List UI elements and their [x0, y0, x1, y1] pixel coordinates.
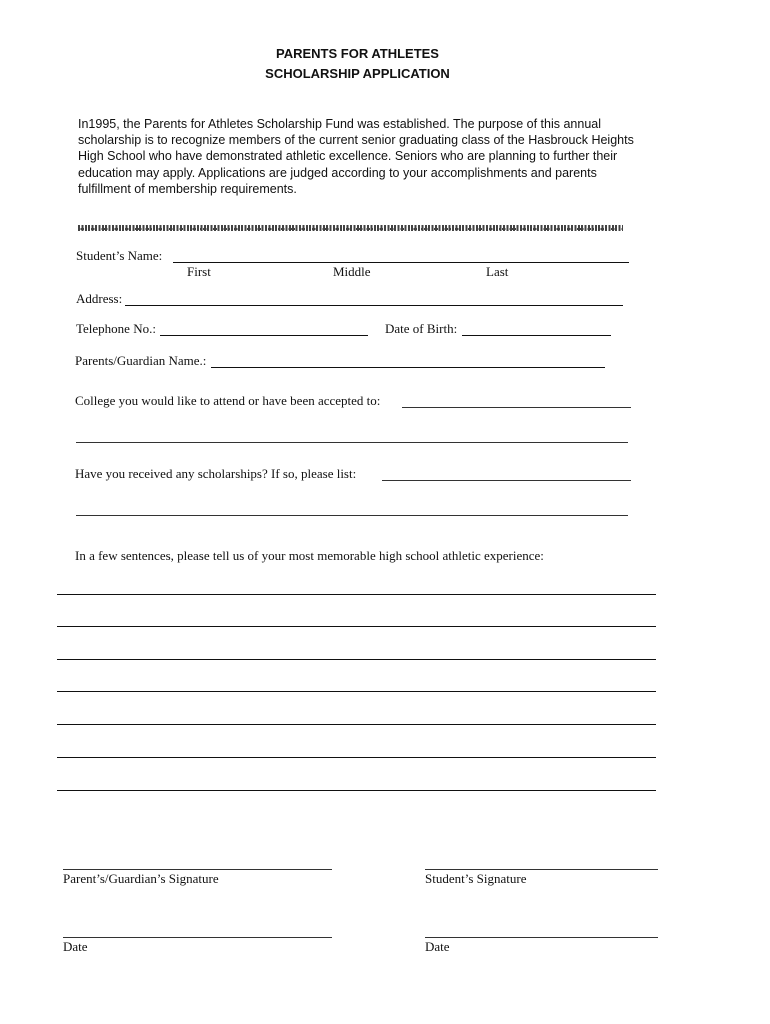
student-signature-caption: Student’s Signature [425, 871, 527, 886]
form-title-line2: SCHOLARSHIP APPLICATION [265, 66, 450, 81]
scholarships-label: Have you received any scholarships? If so, please list: [75, 466, 357, 481]
experience-line-1[interactable] [57, 594, 656, 595]
dob-label: Date of Birth: [385, 321, 458, 336]
student-name-label: Student’s Name: [76, 248, 163, 263]
experience-label: In a few sentences, please tell us of your most memorable high school athletic experience: [75, 548, 544, 563]
date-right-caption: Date [425, 939, 450, 954]
name-first-caption: First [187, 264, 211, 279]
experience-line-2[interactable] [57, 626, 656, 627]
address-field[interactable] [125, 305, 623, 306]
student-name-field[interactable] [173, 262, 629, 263]
address-label: Address: [76, 291, 123, 306]
date-right-line[interactable] [425, 937, 658, 938]
college-field[interactable] [402, 407, 631, 408]
experience-line-4[interactable] [57, 691, 656, 692]
dotted-separator [78, 225, 623, 231]
experience-line-6[interactable] [57, 757, 656, 758]
experience-line-5[interactable] [57, 724, 656, 725]
dob-field[interactable] [462, 335, 611, 336]
parent-signature-caption: Parent’s/Guardian’s Signature [63, 871, 219, 886]
parent-name-field[interactable] [211, 367, 605, 368]
date-left-caption: Date [63, 939, 88, 954]
experience-line-3[interactable] [57, 659, 656, 660]
student-signature-line[interactable] [425, 869, 658, 870]
parent-name-label: Parents/Guardian Name.: [75, 353, 207, 368]
date-left-line[interactable] [63, 937, 332, 938]
experience-line-7[interactable] [57, 790, 656, 791]
telephone-field[interactable] [160, 335, 368, 336]
college-label: College you would like to attend or have been accepted to: [75, 393, 381, 408]
parent-signature-line[interactable] [63, 869, 332, 870]
scholarships-field-line2[interactable] [76, 515, 628, 516]
college-field-line2[interactable] [76, 442, 628, 443]
telephone-label: Telephone No.: [76, 321, 156, 336]
name-last-caption: Last [486, 264, 509, 279]
name-middle-caption: Middle [333, 264, 371, 279]
scholarships-field[interactable] [382, 480, 631, 481]
form-title-line1: PARENTS FOR ATHLETES [276, 46, 439, 61]
intro-paragraph: In1995, the Parents for Athletes Scholarship Fund was established. The purpose of this annual scholarship is to recognize members of the current senior graduating class of the Hasbrouck Heights High School who have demonstrated athletic excellence. Seniors who are planning to further their education may apply. Applications are judged according to your accomplishments and parents fulfillment of membership requirements. [78, 117, 634, 196]
